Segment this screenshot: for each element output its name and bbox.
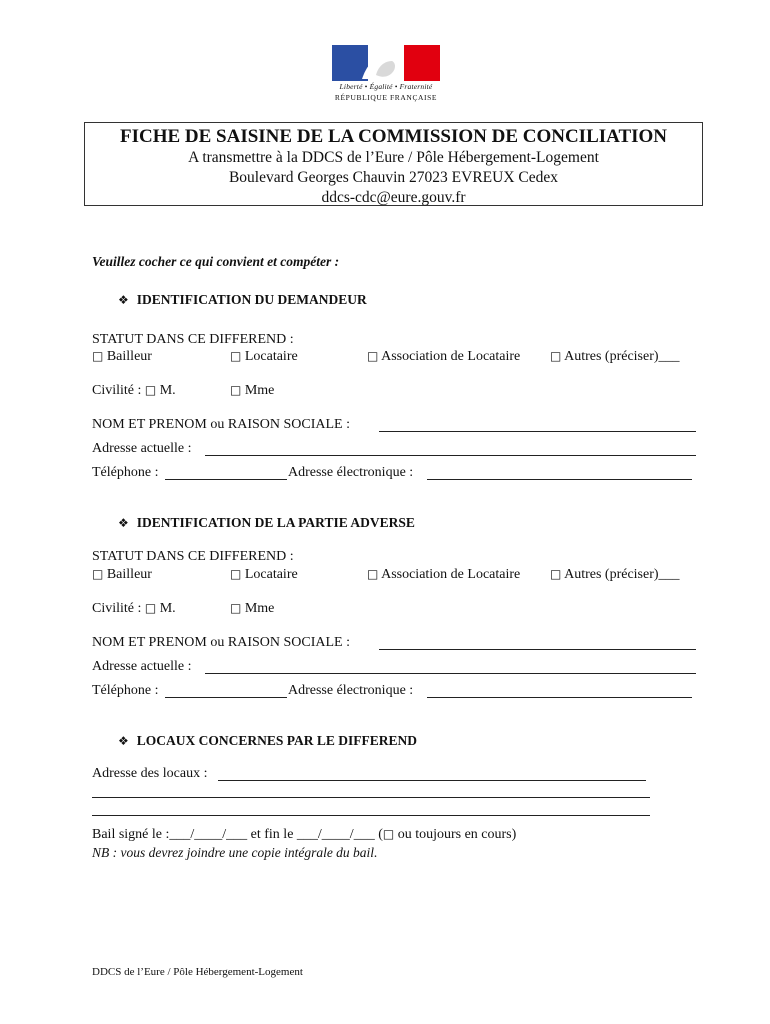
nom-field[interactable] bbox=[379, 649, 696, 650]
email-label: Adresse électronique : bbox=[288, 465, 414, 480]
telephone-label: Téléphone : bbox=[92, 683, 159, 698]
diamond-bullet-icon: ❖ bbox=[118, 516, 129, 530]
logo-motto: Liberté • Égalité • Fraternité bbox=[339, 82, 433, 91]
checkbox-icon[interactable]: □ bbox=[144, 601, 157, 615]
option-bailleur[interactable]: □ Bailleur bbox=[92, 567, 152, 582]
telephone-label: Téléphone : bbox=[92, 465, 159, 480]
option-locataire[interactable]: □ Locataire bbox=[230, 567, 298, 582]
checkbox-icon[interactable]: □ bbox=[92, 349, 104, 363]
adresse-locaux-field-line3[interactable] bbox=[92, 815, 650, 816]
diamond-bullet-icon: ❖ bbox=[118, 734, 129, 748]
adresse-locaux-field[interactable] bbox=[218, 780, 646, 781]
telephone-field[interactable] bbox=[165, 697, 287, 698]
option-locataire[interactable]: □ Locataire bbox=[230, 349, 298, 364]
instruction: Veuillez cocher ce qui convient et compéter : bbox=[92, 254, 340, 269]
checkbox-icon[interactable]: □ bbox=[550, 567, 562, 581]
statut-label: STATUT DANS CE DIFFEREND : bbox=[92, 332, 294, 347]
nom-field[interactable] bbox=[379, 431, 696, 432]
adresse-label: Adresse actuelle : bbox=[92, 659, 192, 674]
adresse-locaux-field-line2[interactable] bbox=[92, 797, 650, 798]
diamond-bullet-icon: ❖ bbox=[118, 293, 129, 307]
checkbox-icon[interactable]: □ bbox=[382, 827, 395, 841]
bail-dates[interactable]: Bail signé le :___/____/___ et fin le ___/____/___ (□ ou toujours en cours) bbox=[92, 827, 517, 842]
footer: DDCS de l’Eure / Pôle Hébergement-Logement bbox=[92, 966, 303, 978]
option-association[interactable]: □ Association de Locataire bbox=[367, 567, 521, 582]
civilite-mme[interactable]: □ Mme bbox=[230, 601, 275, 616]
checkbox-icon[interactable]: □ bbox=[144, 383, 157, 397]
checkbox-icon[interactable]: □ bbox=[230, 567, 242, 581]
logo-republic: RÉPUBLIQUE FRANÇAISE bbox=[334, 93, 438, 102]
checkbox-icon[interactable]: □ bbox=[230, 383, 242, 397]
checkbox-icon[interactable]: □ bbox=[367, 567, 379, 581]
nom-label: NOM ET PRENOM ou RAISON SOCIALE : bbox=[92, 417, 350, 432]
section-heading-text: LOCAUX CONCERNES PAR LE DIFFEREND bbox=[136, 733, 418, 748]
option-autres[interactable]: □ Autres (préciser)___ bbox=[550, 349, 680, 364]
checkbox-icon[interactable]: □ bbox=[230, 349, 242, 363]
email-field[interactable] bbox=[427, 479, 692, 480]
civilite-m[interactable]: Civilité : □ M. bbox=[92, 383, 176, 398]
civilite-mme[interactable]: □ Mme bbox=[230, 383, 275, 398]
nom-label: NOM ET PRENOM ou RAISON SOCIALE : bbox=[92, 635, 350, 650]
section-heading-text: IDENTIFICATION DE LA PARTIE ADVERSE bbox=[136, 515, 415, 530]
section-heading-adverse bbox=[118, 515, 415, 531]
checkbox-icon[interactable]: □ bbox=[230, 601, 242, 615]
section-heading-demandeur bbox=[118, 292, 367, 308]
checkbox-icon[interactable]: □ bbox=[92, 567, 104, 581]
header-line1: A transmettre à la DDCS de l’Eure / Pôle Hébergement-Logement bbox=[188, 149, 599, 166]
adresse-label: Adresse actuelle : bbox=[92, 441, 192, 456]
checkbox-icon[interactable]: □ bbox=[367, 349, 379, 363]
civilite-m[interactable]: Civilité : □ M. bbox=[92, 601, 176, 616]
option-bailleur[interactable]: □ Bailleur bbox=[92, 349, 152, 364]
option-autres[interactable]: □ Autres (préciser)___ bbox=[550, 567, 680, 582]
page-title: FICHE DE SAISINE DE LA COMMISSION DE CONCILIATION bbox=[119, 126, 668, 147]
adresse-locaux-label: Adresse des locaux : bbox=[92, 766, 208, 781]
adresse-field[interactable] bbox=[205, 673, 696, 674]
adresse-field[interactable] bbox=[205, 455, 696, 456]
option-association[interactable]: □ Association de Locataire bbox=[367, 349, 521, 364]
header-email: ddcs-cdc@eure.gouv.fr bbox=[321, 189, 466, 206]
nb-note: NB : vous devrez joindre une copie intégrale du bail. bbox=[92, 845, 378, 860]
statut-label: STATUT DANS CE DIFFEREND : bbox=[92, 549, 294, 564]
email-field[interactable] bbox=[427, 697, 692, 698]
email-label: Adresse électronique : bbox=[288, 683, 414, 698]
telephone-field[interactable] bbox=[165, 479, 287, 480]
section-heading-locaux bbox=[118, 733, 417, 749]
checkbox-icon[interactable]: □ bbox=[550, 349, 562, 363]
section-heading-text: IDENTIFICATION DU DEMANDEUR bbox=[136, 292, 367, 307]
header-line2: Boulevard Georges Chauvin 27023 EVREUX Cedex bbox=[228, 169, 559, 186]
title-box bbox=[84, 122, 703, 206]
